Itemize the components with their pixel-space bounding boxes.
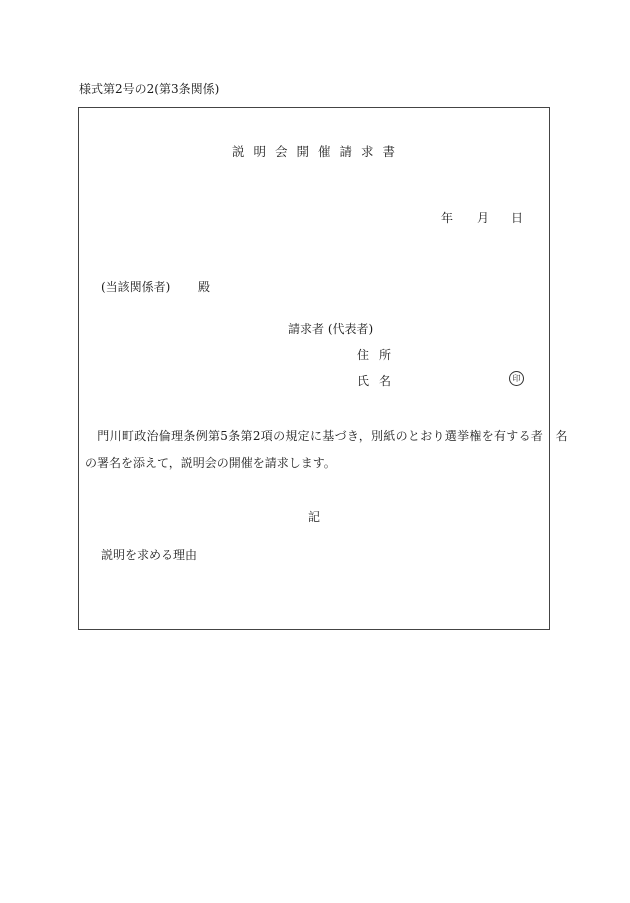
ki-heading: 記 <box>307 510 320 524</box>
document-title: 説明会開催請求書 <box>231 144 404 159</box>
recipient-label: (当該関係者) <box>101 280 171 294</box>
requester-label: 請求者 (代表者) <box>288 322 374 336</box>
date-month-label: 月 <box>477 211 490 225</box>
reason-label: 説明を求める理由 <box>101 548 198 562</box>
request-body-line-2: の署名を添えて，説明会の開催を請求します。 <box>85 456 336 470</box>
seal-icon: 印 <box>509 371 524 386</box>
form-frame <box>78 107 568 630</box>
date-year-label: 年 <box>441 211 454 225</box>
recipient-honorific: 殿 <box>198 280 211 294</box>
address-label: 住所 <box>357 348 402 362</box>
form-number-label: 様式第2号の2(第3条関係) <box>79 82 220 96</box>
date-day-label: 日 <box>511 211 524 225</box>
name-label: 氏名 <box>357 374 402 388</box>
request-body-line-1: 門川町政治倫理条例第5条第2項の規定に基づき，別紙のとおり選挙権を有する者 名 <box>85 429 568 443</box>
